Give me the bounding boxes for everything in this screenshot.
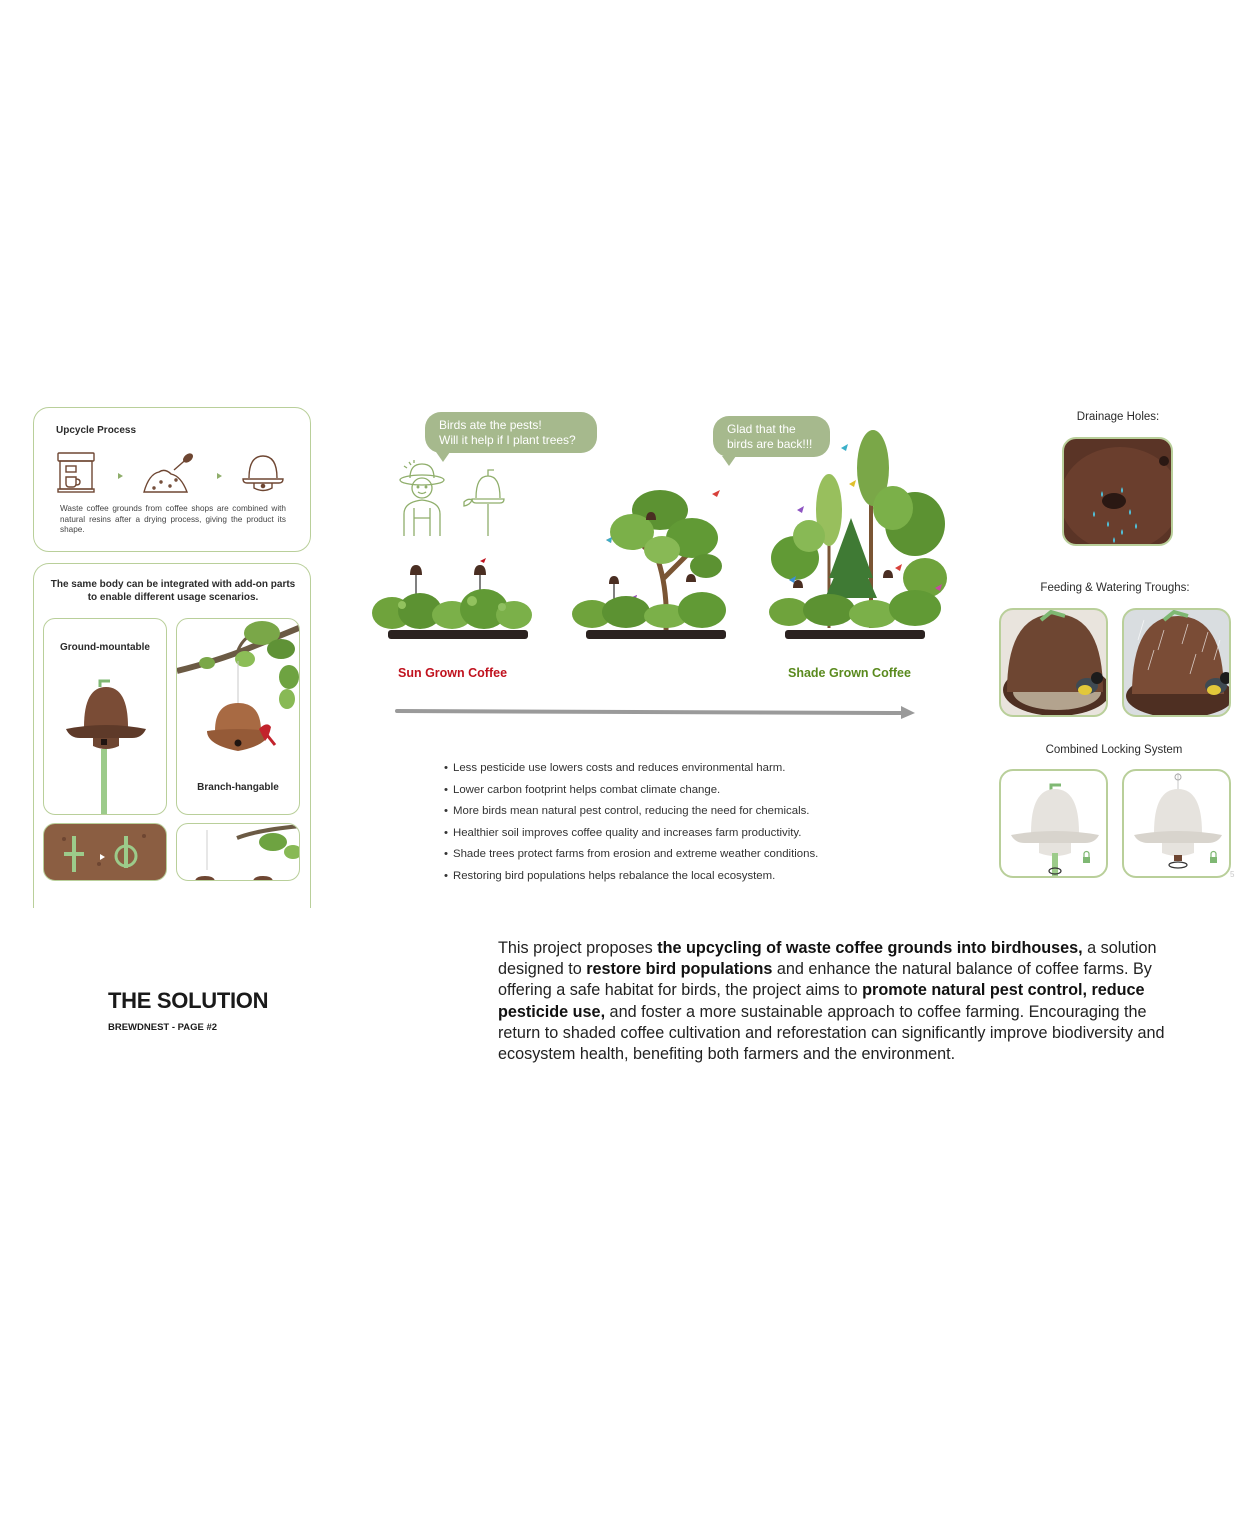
upcycle-description: Waste coffee grounds from coffee shops are combined with natural resins after a drying process, giving the product its shape. [60, 504, 286, 534]
list-item: • Less pesticide use lowers costs and reduces environmental harm. [444, 758, 874, 780]
ground-spike-detail-card [43, 823, 167, 881]
benefits-list [444, 758, 874, 888]
upcycle-steps-icons [56, 450, 291, 495]
upcycle-process-panel [33, 407, 311, 552]
feeding-trough-card [999, 608, 1108, 717]
desc-text: a solution designed to [498, 939, 1157, 979]
desc-text: and enhance the natural balance of coffee farms. By offering a safe habitat for birds, the project aims to [498, 960, 1152, 1000]
drainage-holes-card [1062, 437, 1173, 546]
birds-bubble-line2: birds are back!!! [727, 437, 813, 451]
farmer-bubble-line1: Birds ate the pests! [439, 418, 542, 432]
progress-arrow-icon [395, 702, 920, 722]
coffee-machine-icon [58, 453, 94, 492]
farmer-speech-bubble [425, 412, 597, 453]
hanging-lock-card [1122, 769, 1231, 878]
list-item: • Shade trees protect farms from erosion and extreme weather conditions. [444, 844, 874, 866]
desc-bold: restore bird populations [586, 960, 773, 979]
birdhouse-icon [243, 456, 283, 491]
desc-text: and foster a more sustainable approach to coffee farming. Encouraging the return to shaded coffee cultivation and reforestation can significantly improve biodiversity and ecosystem health, benefiting both farmers and the environment. [498, 1002, 1165, 1064]
list-item: • More birds mean natural pest control, reducing the need for chemicals. [444, 801, 874, 823]
list-item: • Lower carbon footprint helps combat climate change. [444, 780, 874, 802]
upcycle-title: Upcycle Process [56, 425, 137, 436]
coffee-grounds-icon [144, 452, 194, 492]
farmer-icon [392, 458, 532, 538]
birds-bubble-line1: Glad that the [727, 422, 796, 436]
arrow-icon [217, 473, 222, 479]
ground-lock-card [999, 769, 1108, 878]
shade-grown-label: Shade Grown Coffee [788, 666, 911, 680]
hanging-detail-illustration [177, 824, 300, 881]
drainage-holes-illustration [1064, 439, 1173, 546]
solution-description [498, 938, 1188, 1065]
watering-trough-illustration [1124, 610, 1231, 717]
list-item: • Healthier soil improves coffee quality and increases farm productivity. [444, 823, 874, 845]
farmer-bubble-line2: Will it help if I plant trees? [439, 433, 576, 447]
list-item: • Restoring bird populations helps rebalance the local ecosystem. [444, 866, 874, 888]
hanging-lock-illustration [1124, 771, 1231, 878]
feeding-title: Feeding & Watering Troughs: [1040, 582, 1190, 594]
watering-trough-card [1122, 608, 1231, 717]
page-number: 5 [1230, 870, 1235, 879]
sun-grown-label: Sun Grown Coffee [398, 666, 508, 680]
desc-bold: the upcycling of waste coffee grounds into birdhouses, [657, 939, 1083, 957]
card-label: Branch-hangable [197, 782, 279, 793]
desc-bold: promote natural pest control, reduce pesticide use, [498, 981, 1145, 1021]
locking-title: Combined Locking System [1045, 744, 1183, 756]
card-label: Ground-mountable [60, 642, 150, 653]
page-subtitle: BREWDNEST - PAGE #2 [108, 1022, 218, 1033]
hanging-detail-card [176, 823, 300, 881]
ground-mounted-birdhouse-icon [60, 679, 152, 815]
ground-mountable-card [43, 618, 167, 815]
birdhouse-icon [464, 470, 504, 536]
shade-grown-farm-illustration [765, 428, 955, 646]
desc-text: This project proposes [498, 939, 658, 957]
bubble-tail [722, 456, 736, 466]
usage-scenarios-panel [33, 563, 311, 908]
sun-grown-farm-illustration [372, 555, 532, 645]
ground-lock-illustration [1001, 771, 1108, 878]
page-title: THE SOLUTION [108, 988, 269, 1013]
drainage-title: Drainage Holes: [1076, 411, 1160, 423]
arrow-icon [118, 473, 123, 479]
transition-farm-illustration [570, 480, 730, 645]
feeding-trough-illustration [1001, 610, 1108, 717]
ground-spike-illustration [44, 824, 167, 881]
branch-hangable-card [176, 618, 300, 815]
scenarios-intro: The same body can be integrated with add-on parts to enable different usage scenarios. [50, 579, 296, 603]
